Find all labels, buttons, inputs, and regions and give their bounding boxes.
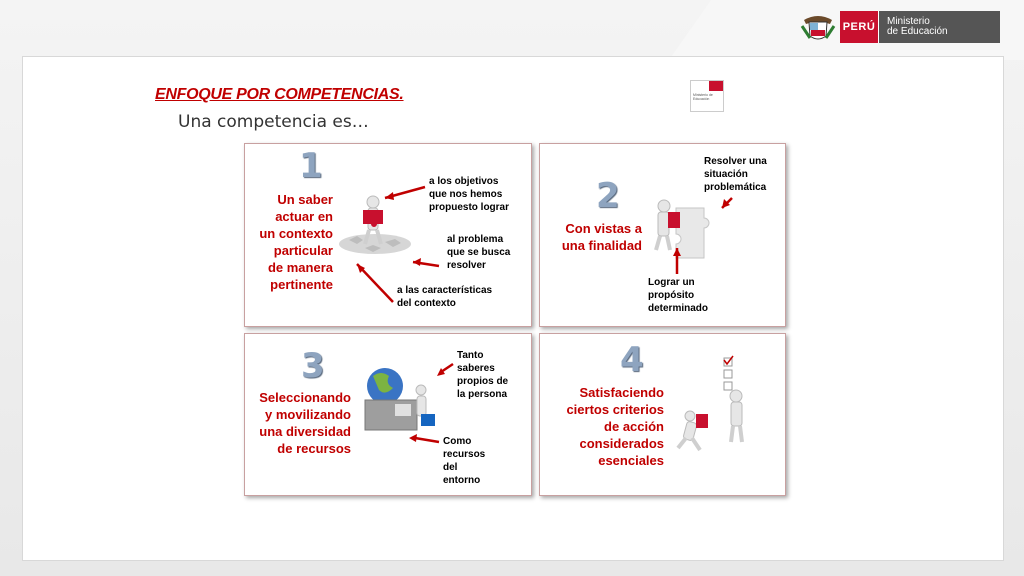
card-note: Resolver una situación problemática [704, 156, 767, 193]
ministry-line-2: de Educación [887, 26, 948, 37]
card-note: a las características del contexto [397, 285, 493, 309]
card-text: Seleccionando y movilizando una diversidad de recursos [259, 390, 351, 456]
competency-card-4 [539, 333, 786, 496]
ministry-label [878, 11, 1000, 43]
peru-label: PERÚ [840, 11, 878, 43]
card-note: Como recursos del entorno [443, 436, 486, 486]
card-text: Un saber actuar en un contexto particular de manera pertinente [259, 192, 333, 292]
page-subtitle: Una competencia es… [178, 112, 369, 132]
card-number: 1 [299, 146, 323, 186]
card-number: 4 [620, 340, 644, 380]
card-note: Lograr un propósito determinado [648, 277, 709, 314]
card-text: Satisfaciendo ciertos criterios de acción considerados esenciales [566, 385, 664, 468]
card-note: a los objetivos que nos hemos propuesto lograr [429, 176, 510, 213]
card-note: al problema que se busca resolver [447, 234, 511, 271]
card-number: 3 [301, 346, 325, 386]
coat-of-arms-icon [800, 10, 836, 44]
page-title: ENFOQUE POR COMPETENCIAS. [155, 86, 404, 103]
mini-ministry-logo: Ministerio de Educación [690, 80, 724, 112]
competency-card-2 [539, 143, 786, 327]
ministry-logo [800, 10, 1000, 44]
ministry-line-1: Ministerio [887, 16, 930, 27]
competency-card-3 [244, 333, 532, 496]
card-number: 2 [596, 176, 620, 216]
checklist-runner-illustration [540, 334, 785, 495]
competency-card-1 [244, 143, 532, 327]
card-note: Tanto saberes propios de la persona [457, 350, 509, 400]
card-text: Con vistas a una finalidad [561, 221, 642, 253]
